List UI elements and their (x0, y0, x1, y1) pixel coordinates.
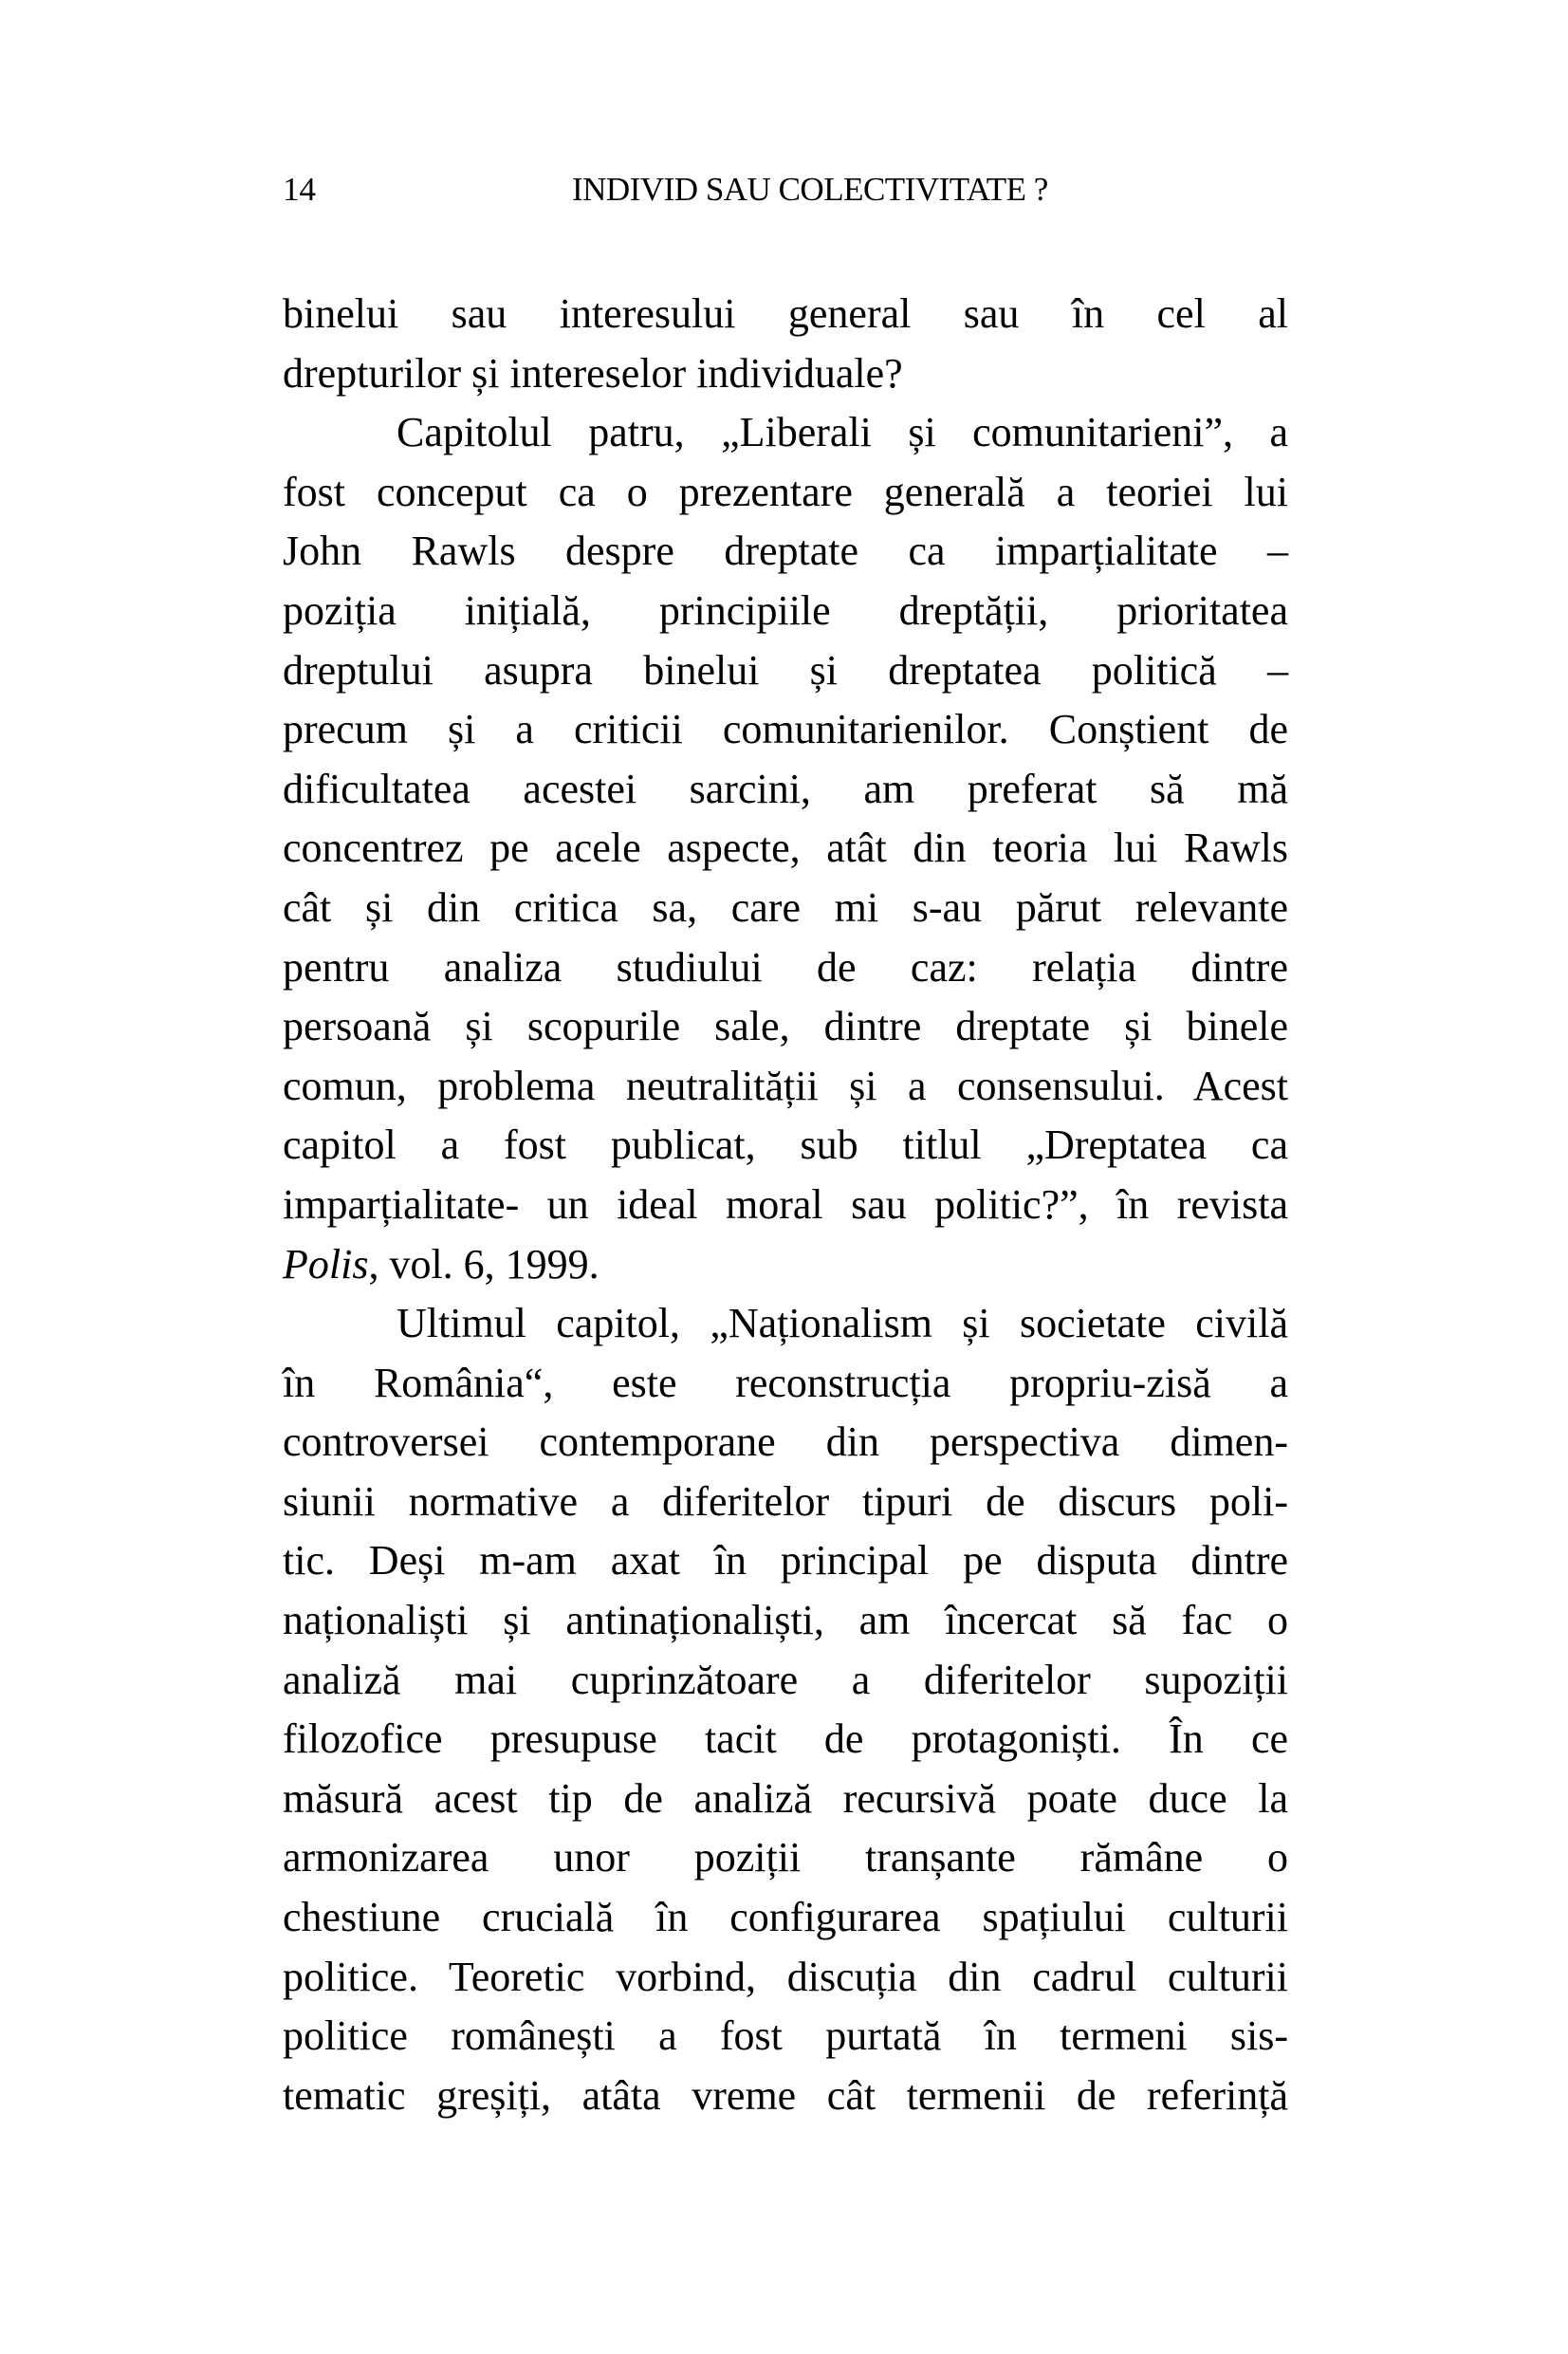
text-line: tic. Deși m-am axat în principal pe disputa dintre (283, 1537, 1288, 1585)
text-line: armonizarea unor poziții tranșante rămâne o (283, 1834, 1288, 1881)
text-line: pentru analiza studiului de caz: relația dintre (283, 943, 1288, 991)
text-line: siunii normative a diferitelor tipuri de discurs poli- (283, 1477, 1288, 1525)
text-line: poziția inițială, principiile dreptății, prioritatea (283, 586, 1288, 634)
text-line: fost conceput ca o prezentare generală a teoriei lui (283, 468, 1288, 515)
citation-details: , vol. 6, 1999. (368, 1240, 600, 1288)
text-line: imparțialitate- un ideal moral sau politic?”, în revista (283, 1180, 1288, 1228)
text-line: concentrez pe acele aspecte, atât din teoria lui Rawls (283, 825, 1288, 872)
text-line: naționaliști și antinaționaliști, am încercat să fac o (283, 1597, 1288, 1644)
text-line: măsură acest tip de analiză recursivă poate duce la (283, 1774, 1288, 1822)
running-title: INDIVID SAU COLECTIVITATE ? (572, 171, 1048, 208)
text-line: dificultatea acestei sarcini, am preferat să mă (283, 765, 1288, 812)
citation-line (283, 1235, 1288, 1295)
text-line: dreptului asupra binelui și dreptatea politică – (283, 646, 1288, 694)
journal-title: Polis (283, 1240, 369, 1288)
text-line: în România“, este reconstrucția propriu-zisă a (283, 1359, 1288, 1406)
text-line: filozofice presupuse tacit de protagoniști. În ce (283, 1715, 1288, 1763)
text-line: politice românești a fost purtată în termeni sis- (283, 2012, 1288, 2060)
running-header (283, 169, 1288, 211)
text-line: tematic greșiți, atâta vreme cât termenii de referință (283, 2071, 1288, 2119)
text-line: chestiune crucială în configurarea spațiului culturii (283, 1894, 1288, 1941)
text-line: drepturilor și intereselor individuale? (283, 349, 903, 397)
text-line: analiză mai cuprinzătoare a diferitelor supoziții (283, 1656, 1288, 1703)
text-line: comun, problema neutralității și a consensului. Acest (283, 1062, 1288, 1109)
paragraph-start-line: Ultimul capitol, „Naționalism și societate civilă (397, 1300, 1288, 1347)
body-text (283, 285, 1288, 2125)
text-line: controversei contemporane din perspectiva dimen- (283, 1418, 1288, 1466)
text-line: precum și a criticii comunitarienilor. Conștient de (283, 706, 1288, 753)
page-number: 14 (283, 171, 316, 208)
paragraph-start-line: Capitolul patru, „Liberali și comunitarieni”, a (397, 409, 1288, 456)
text-line: persoană și scopurile sale, dintre dreptate și binele (283, 1003, 1288, 1050)
text-line: cât și din critica sa, care mi s-au părut relevante (283, 883, 1288, 931)
text-line: John Rawls despre dreptate ca imparțialitate – (283, 528, 1288, 575)
text-line: politice. Teoretic vorbind, discuția din cadrul culturii (283, 1953, 1288, 2000)
text-line: capitol a fost publicat, sub titlul „Dreptatea ca (283, 1121, 1288, 1169)
text-line: binelui sau interesului general sau în cel al (283, 290, 1288, 337)
